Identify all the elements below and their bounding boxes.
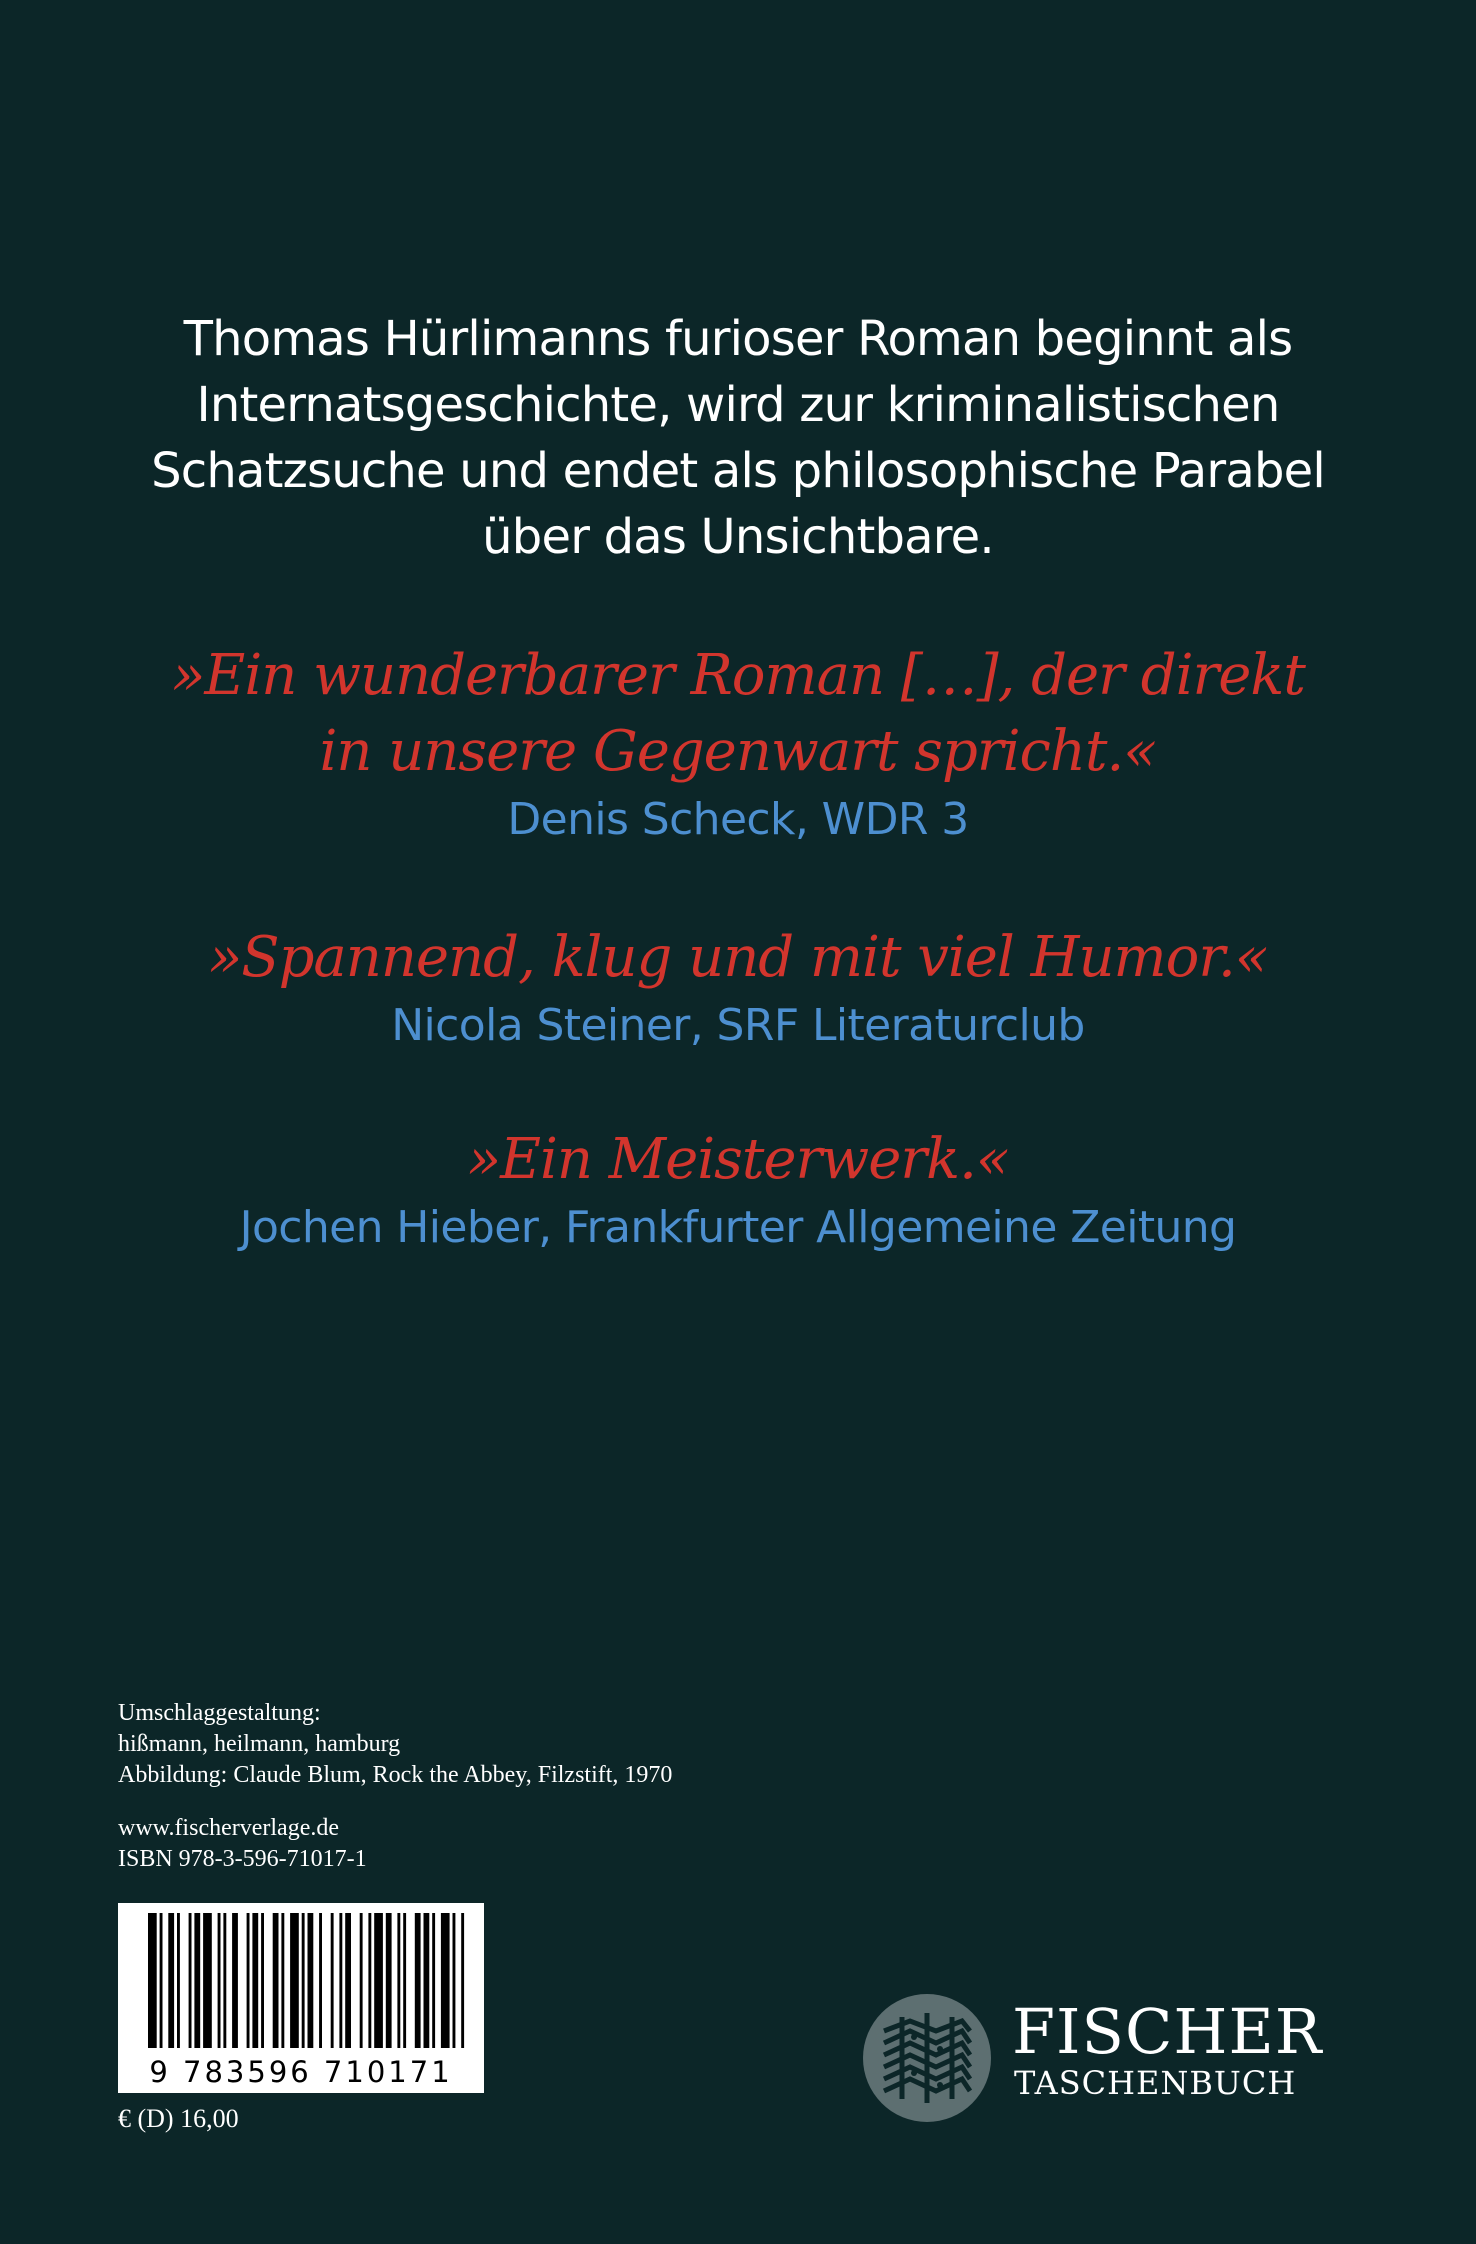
blurb-line: Internatsgeschichte, wird zur kriminalistischen [196, 377, 1280, 433]
barcode-bar [453, 1913, 456, 2048]
barcode-digits: 9 783596 710171 [149, 2055, 453, 2089]
barcode-bar [441, 1913, 450, 2048]
barcode-bar [273, 1913, 279, 2048]
price: € (D) 16,00 [118, 2104, 239, 2133]
barcode-bars [118, 1903, 484, 2053]
barcode-bar [252, 1913, 258, 2048]
blurb-line: Schatzsuche und endet als philosophische Parabel [151, 443, 1325, 499]
barcode-bar [177, 1913, 180, 2048]
barcode-bar [368, 1913, 371, 2048]
blurb [138, 306, 1338, 570]
barcode-bar [223, 1913, 226, 2048]
barcode-bar [415, 1913, 421, 2048]
review-quote-line: »Ein Meisterwerk.« [466, 1127, 1010, 1192]
publisher-name: FISCHER [1012, 1995, 1323, 2068]
website-link[interactable]: www.fischerverlage.de [118, 1815, 340, 1841]
barcode-bar [461, 1913, 464, 2048]
review-source: Denis Scheck, WDR 3 [507, 794, 969, 845]
barcode-bar [345, 1913, 351, 2048]
barcode [118, 1903, 484, 2093]
barcode-bar [281, 1913, 284, 2048]
publisher-imprint: TASCHENBUCH [1014, 2064, 1297, 2102]
design-label: Umschlaggestaltung: [118, 1700, 321, 1726]
barcode-bar [148, 1913, 157, 2048]
barcode-bar [189, 1913, 192, 2048]
blurb-line: über das Unsichtbare. [482, 509, 994, 565]
barcode-bar [194, 1913, 200, 2048]
barcode-bar [247, 1913, 250, 2048]
isbn: ISBN 978-3-596-71017-1 [118, 1846, 367, 1872]
review-quote-line: »Spannend, klug und mit viel Humor.« [207, 925, 1269, 990]
barcode-bar [339, 1913, 342, 2048]
review-denis-scheck [0, 638, 1476, 850]
barcode-bar [232, 1913, 238, 2048]
barcode-bar [319, 1913, 322, 2048]
publisher-logo [862, 1993, 1422, 2123]
barcode-bar [403, 1913, 406, 2048]
barcode-bar [424, 1913, 430, 2048]
barcode-bar [218, 1913, 221, 2048]
barcode-bar [160, 1913, 163, 2048]
illustration-credit: Abbildung: Claude Blum, Rock the Abbey, Filzstift, 1970 [118, 1762, 673, 1788]
blurb-line: Thomas Hürlimanns furioser Roman beginnt als [183, 311, 1293, 367]
barcode-bar [308, 1913, 314, 2048]
design-value: hißmann, heilmann, hamburg [118, 1731, 401, 1757]
barcode-bar [168, 1913, 174, 2048]
barcode-bar [261, 1913, 264, 2048]
barcode-bar [290, 1913, 299, 2048]
review-nicola-steiner [0, 920, 1476, 1056]
barcode-bar [331, 1913, 334, 2048]
review-jochen-hieber [0, 1122, 1476, 1258]
barcode-bar [302, 1913, 305, 2048]
cover-credits [118, 1698, 672, 1875]
barcode-bar [203, 1913, 212, 2048]
barcode-bar [432, 1913, 435, 2048]
barcode-bar [386, 1913, 392, 2048]
fish-emblem-icon [862, 1993, 992, 2123]
barcode-bar [397, 1913, 400, 2048]
barcode-bar [360, 1913, 363, 2048]
review-quote-line: in unsere Gegenwart spricht.« [319, 719, 1157, 784]
barcode-bar [374, 1913, 383, 2048]
review-source: Jochen Hieber, Frankfurter Allgemeine Zeitung [239, 1202, 1237, 1253]
review-quote-line: »Ein wunderbarer Roman […], der direkt [171, 643, 1305, 708]
review-source: Nicola Steiner, SRF Literaturclub [391, 1000, 1085, 1051]
